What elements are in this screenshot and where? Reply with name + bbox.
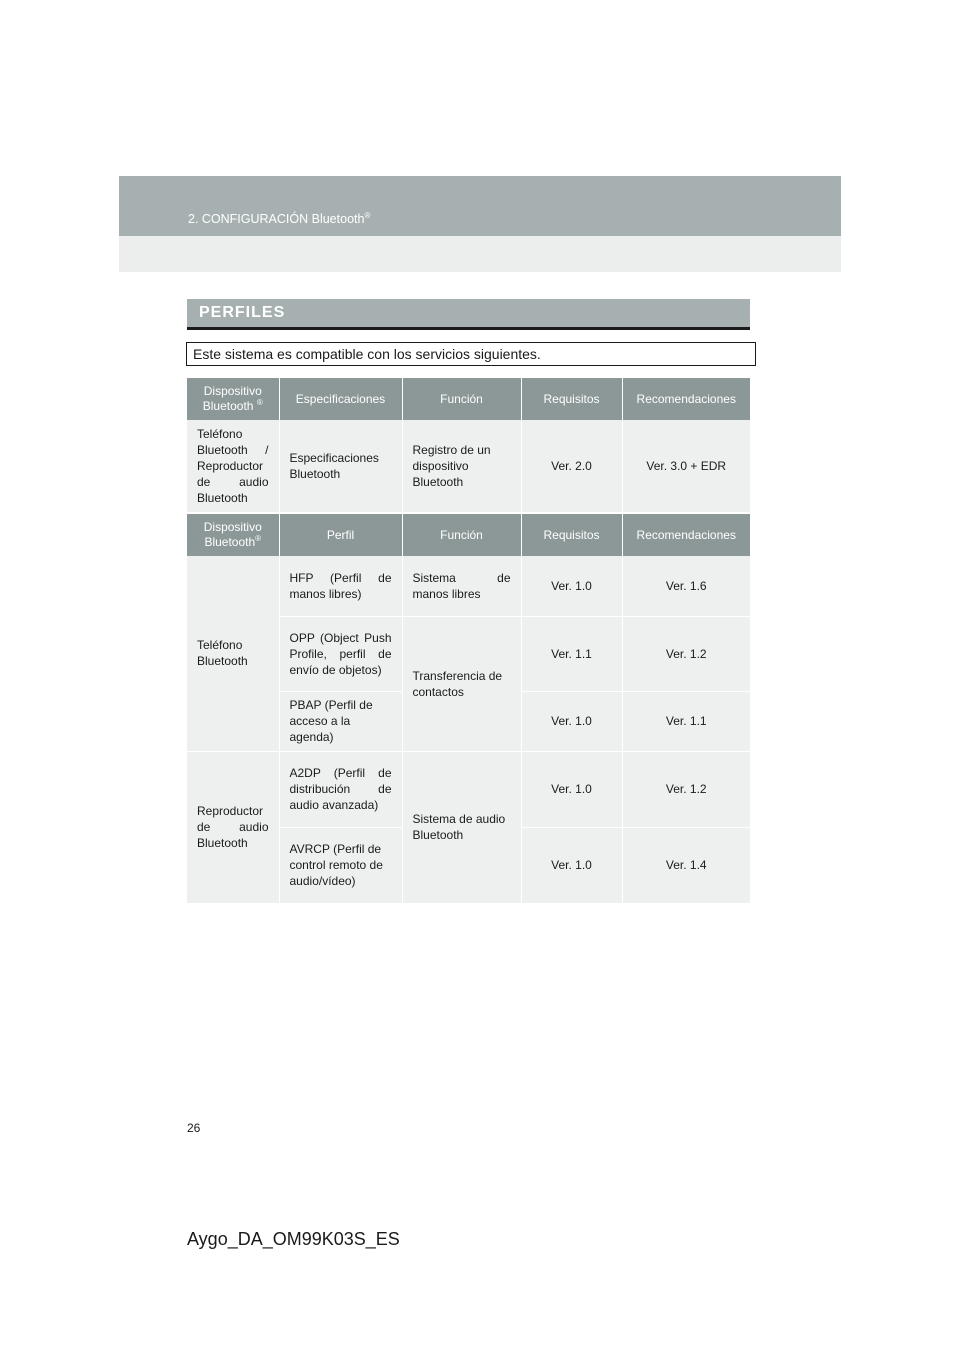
header-spec: Especificaciones: [279, 378, 402, 420]
intro-text: Este sistema es compatible con los servicios siguientes.: [186, 342, 756, 366]
cell-requirements: Ver. 1.1: [521, 616, 622, 691]
cell-function: Sistema de audio Bluetooth: [402, 751, 521, 903]
cell-function: Sistema de manos libres: [402, 556, 521, 616]
cell-device: Teléfono Bluetooth: [187, 556, 279, 751]
document-code: Aygo_DA_OM99K03S_ES: [187, 1229, 400, 1249]
page-number: 26: [187, 1121, 201, 1135]
cell-recommendations: Ver. 3.0 + EDR: [622, 420, 750, 512]
cell-requirements: Ver. 1.0: [521, 827, 622, 903]
profile-table-header: [187, 514, 750, 556]
cell-spec: Especificaciones Bluetooth: [279, 420, 402, 512]
table-row: [187, 556, 750, 616]
spec-table: [187, 378, 750, 513]
header-device: Dispositivo Bluetooth ®: [187, 378, 279, 420]
chapter-title: 2. CONFIGURACIÓN Bluetooth®: [188, 210, 371, 226]
cell-device: Reproductor de audio Bluetooth: [187, 751, 279, 903]
header-sub-band: [119, 236, 841, 272]
cell-profile: A2DP (Perfil de distribución de audio avanzada): [279, 751, 402, 827]
cell-profile: PBAP (Perfil de acceso a la agenda): [279, 691, 402, 751]
header-band: [119, 176, 841, 236]
section-title: PERFILES: [199, 304, 286, 321]
cell-profile: OPP (Object Push Profile, perfil de envío de objetos): [279, 616, 402, 691]
cell-recommendations: Ver. 1.2: [622, 616, 750, 691]
cell-function: Registro de un dispositivo Bluetooth: [402, 420, 521, 512]
cell-requirements: Ver. 1.0: [521, 691, 622, 751]
header-profile: Perfil: [279, 514, 402, 556]
spec-table-header: [187, 378, 750, 420]
cell-profile: HFP (Perfil de manos libres): [279, 556, 402, 616]
cell-requirements: Ver. 1.0: [521, 751, 622, 827]
cell-profile: AVRCP (Perfil de control remoto de audio/vídeo): [279, 827, 402, 903]
header-recommendations: Recomendaciones: [622, 378, 750, 420]
cell-recommendations: Ver. 1.6: [622, 556, 750, 616]
header-device: Dispositivo Bluetooth®: [187, 514, 279, 556]
cell-function: Transferencia de contactos: [402, 616, 521, 751]
table-row: [187, 751, 750, 827]
header-requirements: Requisitos: [521, 514, 622, 556]
cell-recommendations: Ver. 1.1: [622, 691, 750, 751]
table-row: [187, 420, 750, 512]
header-function: Función: [402, 378, 521, 420]
profile-table: [187, 514, 750, 904]
header-function: Función: [402, 514, 521, 556]
header-recommendations: Recomendaciones: [622, 514, 750, 556]
cell-recommendations: Ver. 1.4: [622, 827, 750, 903]
header-requirements: Requisitos: [521, 378, 622, 420]
section-rule: [187, 327, 750, 330]
cell-requirements: Ver. 2.0: [521, 420, 622, 512]
cell-requirements: Ver. 1.0: [521, 556, 622, 616]
cell-device: Teléfono Bluetooth / Reproductor de audio Bluetooth: [187, 420, 279, 512]
cell-recommendations: Ver. 1.2: [622, 751, 750, 827]
